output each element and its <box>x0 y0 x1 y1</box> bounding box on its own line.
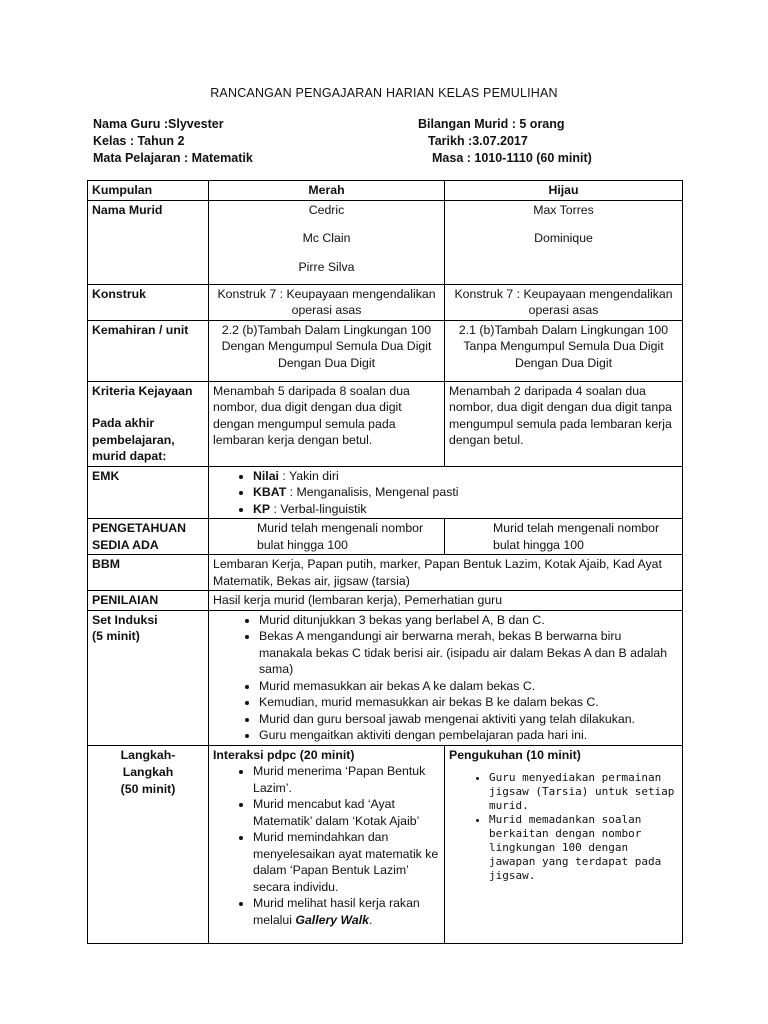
interaksi-list <box>213 763 440 928</box>
row-kemahiran <box>88 320 683 381</box>
list-item: • Guru mengaitkan aktiviti dengan pembelajaran pada hari ini. <box>259 727 678 744</box>
langkah-duration: (50 minit) <box>120 781 176 796</box>
konstruk-hijau: Konstruk 7 : Keupayaan mengendalikan operasi asas <box>445 284 683 320</box>
induksi-title: Set Induksi <box>92 612 158 627</box>
lesson-date: Tarikh :3.07.2017 <box>428 134 528 148</box>
penilaian-content: Hasil kerja murid (lembaran kerja), Pemerhatian guru <box>209 591 683 611</box>
student-name: Cedric <box>308 202 345 217</box>
list-item: • Murid mencabut kad ‘Ayat Matematik’ dalam ‘Kotak Ajaib’ <box>253 796 440 829</box>
label-bbm: BBM <box>88 555 209 591</box>
document-title: RANCANGAN PENGAJARAN HARIAN KELAS PEMULIHAN <box>210 86 558 100</box>
pengetahuan-hijau: Murid telah mengenali nombor bulat hingga 100 <box>445 519 683 555</box>
group-merah: Merah <box>209 181 445 201</box>
langkah-title: Langkah-Langkah <box>120 747 176 779</box>
label-langkah <box>88 745 209 943</box>
student-name: Mc Clain <box>302 231 351 245</box>
list-item: • Murid ditunjukkan 3 bekas yang berlabel A, B dan C. <box>259 612 678 629</box>
row-penilaian <box>88 591 683 611</box>
pengukuhan-cell <box>445 745 683 943</box>
label-konstruk: Konstruk <box>88 284 209 320</box>
student-name: Max Torres <box>533 202 594 217</box>
label-kumpulan: Kumpulan <box>88 181 209 201</box>
kriteria-title: Kriteria Kejayaan <box>92 383 193 398</box>
list-item: • Murid melihat hasil kerja rakan melalui Gallery Walk. <box>253 895 440 928</box>
list-item: • Murid memadankan soalan berkaitan dengan nombor lingkungan 100 dengan jawapan yang terdapat pada jigsaw. <box>489 813 678 883</box>
kemahiran-merah: 2.2 (b)Tambah Dalam Lingkungan 100 Dengan Mengumpul Semula Dua Digit Dengan Dua Digit <box>209 320 445 381</box>
emk-value: : Menganalisis, Mengenal pasti <box>286 485 459 499</box>
list-item: • Guru menyediakan permainan jigsaw (Tarsia) untuk setiap murid. <box>489 771 678 813</box>
teacher-name: Nama Guru :Slyvester <box>93 117 224 131</box>
row-langkah <box>88 745 683 943</box>
row-konstruk <box>88 284 683 320</box>
student-name: Pirre Silva <box>298 259 355 274</box>
group-hijau: Hijau <box>445 181 683 201</box>
list-item: • Murid memasukkan air bekas A ke dalam bekas C. <box>259 678 678 695</box>
label-pengetahuan: PENGETAHUAN SEDIA ADA <box>88 519 209 555</box>
kemahiran-hijau: 2.1 (b)Tambah Dalam Lingkungan 100 Tanpa Mengumpul Semula Dua Digit Dengan Dua Digit <box>445 320 683 381</box>
emk-key: KBAT <box>253 485 287 499</box>
student-name: Dominique <box>534 231 593 245</box>
pengukuhan-title: Pengukuhan (10 minit) <box>449 747 581 762</box>
list-item: • Murid memindahkan dan menyelesaikan ayat matematik ke dalam ‘Papan Bentuk Lazim’ secara individu. <box>253 829 440 895</box>
emk-value: : Verbal-linguistik <box>270 501 367 516</box>
row-bbm <box>88 555 683 591</box>
emk-value: : Yakin diri <box>278 468 339 483</box>
row-kumpulan <box>88 181 683 201</box>
induksi-list <box>213 612 678 744</box>
label-emk: EMK <box>88 466 209 519</box>
student-count: Bilangan Murid : 5 orang <box>418 117 565 131</box>
induksi-duration: (5 minit) <box>92 629 140 643</box>
list-item: • Murid dan guru bersoal jawab mengenai aktiviti yang telah dilakukan. <box>259 711 678 728</box>
row-pengetahuan <box>88 519 683 555</box>
lesson-time: Masa : 1010-1110 (60 minit) <box>432 151 592 165</box>
emk-item <box>253 468 678 485</box>
row-nama-murid <box>88 200 683 284</box>
label-set-induksi <box>88 610 209 745</box>
emk-key: Nilai <box>253 468 279 483</box>
kriteria-merah: Menambah 5 daripada 8 soalan dua nombor, dua digit dengan dua digit dengan mengumpul semula pada lembaran kerja dengan betul. <box>209 381 445 466</box>
emk-item <box>253 501 678 518</box>
emk-item <box>253 484 678 501</box>
konstruk-merah: Konstruk 7 : Keupayaan mengendalikan operasi asas <box>209 284 445 320</box>
kriteria-subtitle: Pada akhir pembelajaran, murid dapat: <box>92 416 175 463</box>
emk-key: KP <box>253 501 271 516</box>
row-emk <box>88 466 683 519</box>
row-set-induksi <box>88 610 683 745</box>
label-kemahiran: Kemahiran / unit <box>88 320 209 381</box>
pengukuhan-list <box>449 771 678 883</box>
label-nama-murid: Nama Murid <box>88 200 209 284</box>
students-hijau <box>445 200 683 284</box>
interaksi-cell <box>209 745 445 943</box>
label-kriteria <box>88 381 209 466</box>
gallery-walk-text: Murid melihat hasil kerja rakan melalui <box>253 896 420 927</box>
pengetahuan-merah: Murid telah mengenali nombor bulat hingga 100 <box>209 519 445 555</box>
class-name: Kelas : Tahun 2 <box>93 134 185 148</box>
list-item: • Kemudian, murid memasukkan air bekas B ke dalam bekas C. <box>259 694 678 711</box>
lesson-plan-table <box>87 180 683 944</box>
gallery-walk-term: Gallery Walk <box>295 912 369 927</box>
subject: Mata Pelajaran : Matematik <box>93 151 253 165</box>
bbm-content: Lembaran Kerja, Papan putih, marker, Papan Bentuk Lazim, Kotak Ajaib, Kad Ayat Matematik, Bekas air, jigsaw (tarsia) <box>209 555 683 591</box>
induksi-content <box>209 610 683 745</box>
row-kriteria <box>88 381 683 466</box>
interaksi-title: Interaksi pdpc (20 minit) <box>213 747 355 762</box>
kriteria-hijau: Menambah 2 daripada 4 soalan dua nombor, dua digit dengan dua digit tanpa mengumpul semula pada lembaran kerja dengan betul. <box>445 381 683 466</box>
list-item: • Murid menerima ‘Papan Bentuk Lazim’. <box>253 763 440 796</box>
emk-list <box>213 468 678 518</box>
label-penilaian: PENILAIAN <box>88 591 209 611</box>
list-item: • Bekas A mengandungi air berwarna merah, bekas B berwarna biru manakala bekas C tidak berisi air. (isipadu air dalam Bekas A dan B adalah sama) <box>259 628 678 678</box>
emk-content <box>209 466 683 519</box>
students-merah <box>209 200 445 284</box>
